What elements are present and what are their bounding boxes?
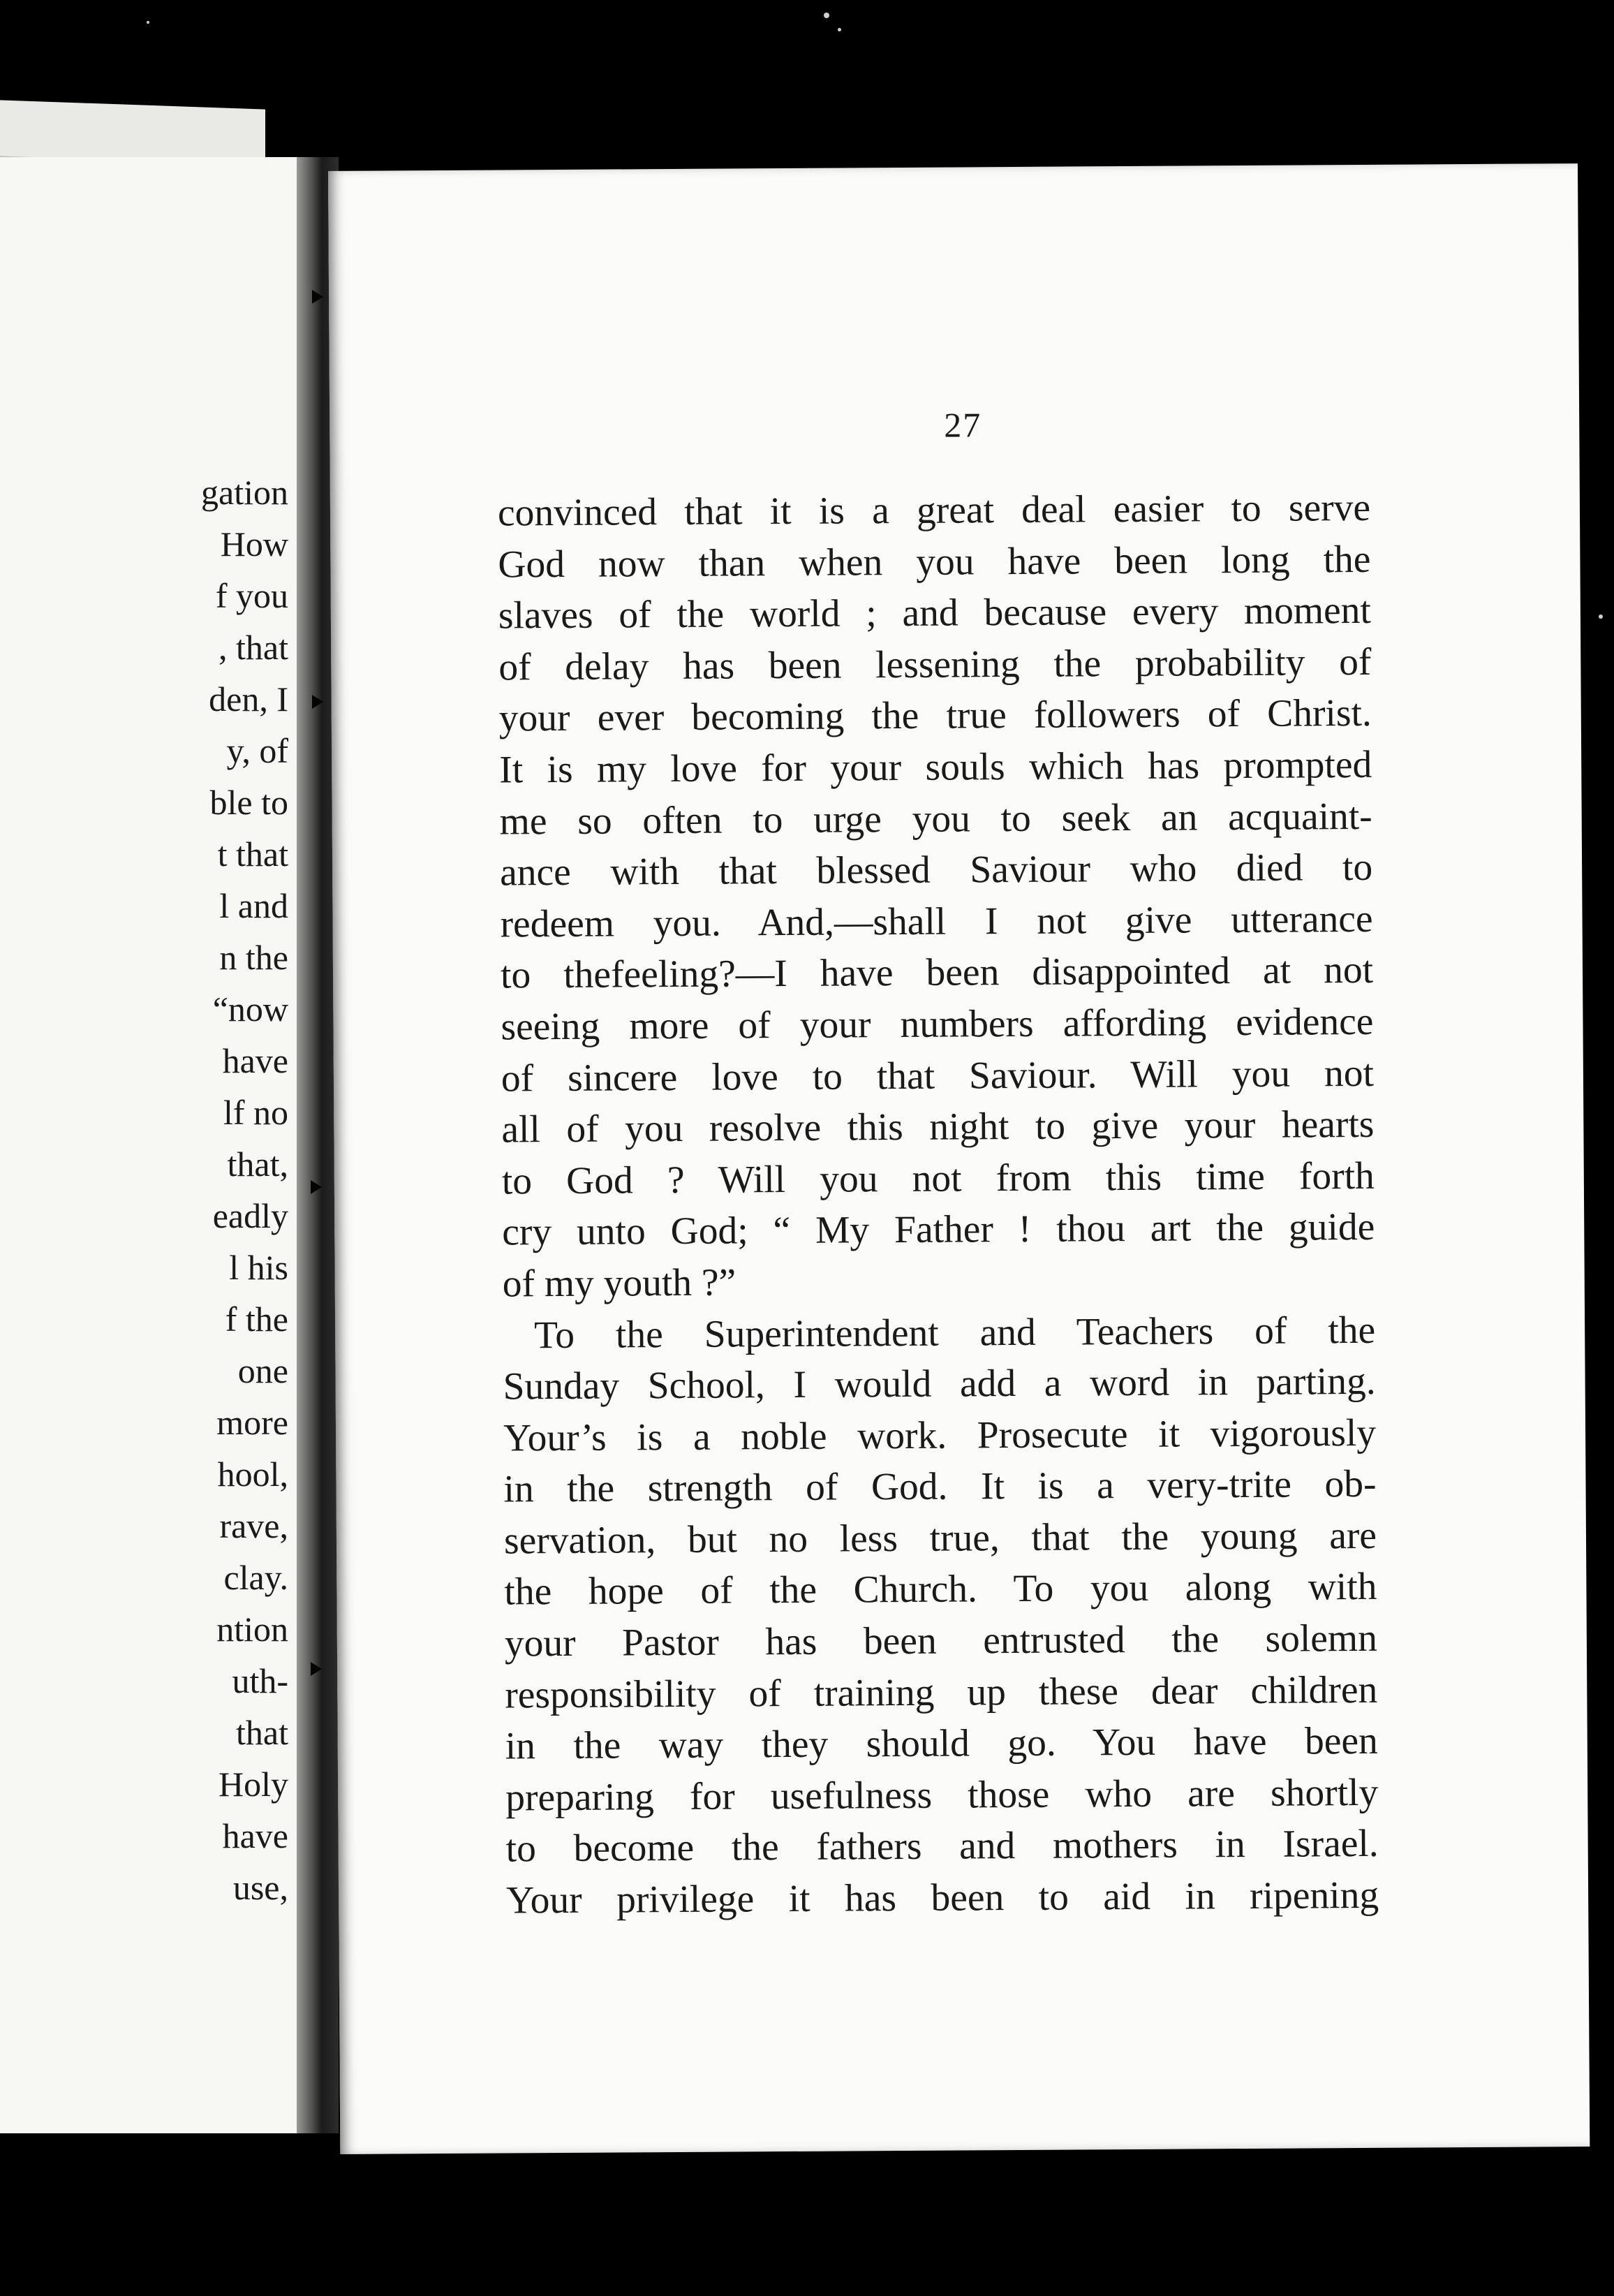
left-page-line: ntion (216, 1610, 288, 1649)
text-line: your ever becoming the true followers of Christ. (498, 692, 1372, 740)
left-page-line: ble to (209, 783, 288, 822)
left-page-line: have (222, 1816, 288, 1855)
text-line: in the way they should go. You have been (505, 1720, 1378, 1768)
text-line: servation, but no less true, that the young are (503, 1514, 1377, 1563)
left-page-line: more (216, 1403, 288, 1442)
left-page-line: have (222, 1041, 288, 1080)
left-page-line: eadly (212, 1196, 288, 1235)
left-page-line: Holy (219, 1765, 288, 1804)
dust-speck (838, 28, 841, 31)
left-page-line: n the (219, 938, 288, 977)
binding-thread-mark (312, 290, 323, 304)
left-page-line: f you (215, 576, 288, 615)
left-page-line: t that (217, 834, 288, 874)
left-page (0, 157, 301, 2133)
left-page-line: “now (212, 989, 288, 1029)
left-page-line: that (236, 1713, 288, 1752)
text-line: redeem you. And,—shall I not give utterance (500, 897, 1373, 946)
text-line: cry unto God; “ My Father ! thou art the guide (502, 1206, 1375, 1254)
dust-speck (1599, 615, 1603, 619)
text-line: of sincere love to that Saviour. Will you not (501, 1052, 1375, 1101)
text-line: to thefeeling?—I have been disappointed at not (500, 949, 1374, 997)
binding-thread-mark (311, 1662, 322, 1676)
text-line: convinced that it is a great deal easier to serve (497, 486, 1371, 535)
right-page (328, 163, 1590, 2154)
text-line: responsibility of training up these dear children (505, 1668, 1378, 1717)
binding-thread-mark (312, 695, 323, 709)
text-line: seeing more of your numbers affording evidence (501, 1000, 1374, 1049)
dust-speck (147, 21, 149, 24)
text-line: of delay has been lessening the probability of (498, 640, 1372, 689)
left-page-line: clay. (223, 1558, 288, 1597)
text-line: preparing for usefulness those who are shortly (505, 1771, 1379, 1820)
text-line: the hope of the Church. To you along with (504, 1566, 1377, 1614)
text-line: your Pastor has been entrusted the solemn (504, 1617, 1378, 1665)
text-line: Your’s is a noble work. Prosecute it vigorously (503, 1411, 1377, 1460)
text-line: all of you resolve this night to give your hearts (501, 1103, 1375, 1151)
text-line: It is my love for your souls which has prompted (499, 743, 1372, 792)
text-line: me so often to urge you to seek an acquaint- (499, 795, 1372, 844)
left-page-line: gation (201, 473, 288, 512)
text-line: in the strength of God. It is a very-trite ob- (503, 1463, 1377, 1511)
text-line: ance with that blessed Saviour who died to (499, 846, 1373, 895)
text-line: to become the fathers and mothers in Israel. (505, 1823, 1379, 1871)
left-page-line: lf no (223, 1093, 288, 1132)
text-line: slaves of the world ; and because every moment (498, 589, 1372, 638)
left-page-line: l his (229, 1248, 288, 1287)
left-page-line: den, I (209, 679, 288, 719)
left-page-line: , that (219, 628, 288, 667)
left-page-line: one (237, 1351, 288, 1390)
left-page-line: use, (232, 1868, 288, 1907)
left-page-line: rave, (219, 1506, 288, 1545)
left-page-line: y, of (226, 731, 288, 770)
text-line: Sunday School, I would add a word in parting. (503, 1360, 1376, 1408)
left-page-line: How (220, 524, 288, 564)
left-page-line: l and (219, 886, 288, 925)
text-line: God now than when you have been long the (498, 538, 1371, 587)
left-page-text (201, 466, 288, 1913)
binding-thread-mark (311, 1180, 322, 1194)
dust-speck (824, 13, 829, 18)
left-page-line: uth- (232, 1661, 288, 1700)
left-page-line: hool, (217, 1455, 288, 1494)
text-line: Your privilege it has been to aid in ripening (505, 1874, 1379, 1922)
text-line: of my youth ?” (502, 1261, 736, 1306)
text-line: To the Superintendent and Teachers of the (534, 1309, 1376, 1357)
text-line: to God ? Will you not from this time forth (501, 1154, 1375, 1203)
right-page-text (498, 483, 1379, 1927)
page-number: 27 (944, 405, 982, 445)
left-page-line: f the (225, 1300, 288, 1339)
left-page-line: that, (227, 1145, 288, 1184)
